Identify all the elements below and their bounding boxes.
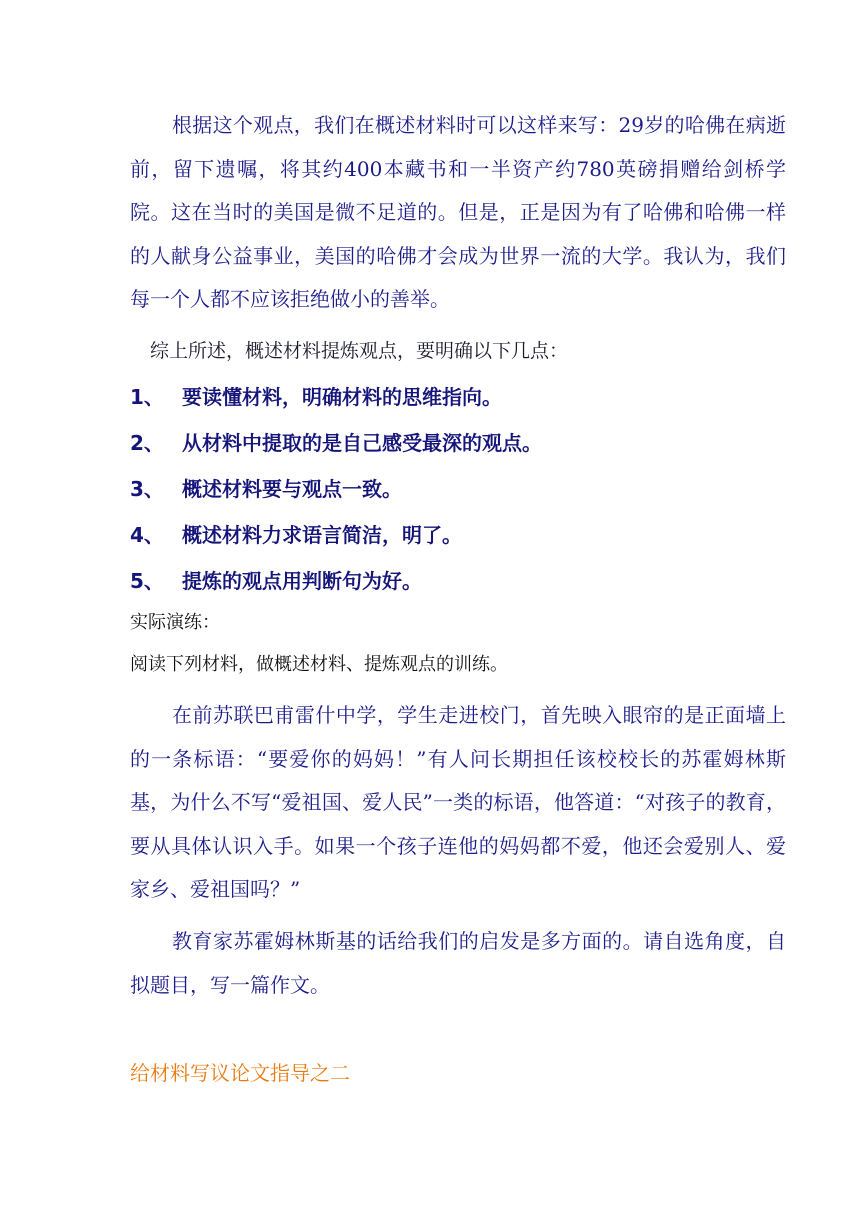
list-item — [130, 374, 542, 420]
task-paragraph: 教育家苏霍姆林斯基的话给我们的启发是多方面的。请自选角度，自拟题目，写一篇作文。 — [130, 929, 786, 997]
key-points-list — [130, 374, 542, 604]
list-number: 1、 — [130, 385, 164, 409]
list-item — [130, 420, 542, 466]
list-number: 2、 — [130, 431, 164, 455]
list-text: 提炼的观点用判断句为好。 — [182, 569, 422, 593]
practice-label: 实际演练： — [130, 612, 220, 633]
list-text: 要读懂材料，明确材料的思维指向。 — [182, 385, 502, 409]
list-number: 5、 — [130, 569, 164, 593]
list-item — [130, 512, 542, 558]
example-paragraph: 根据这个观点，我们在概述材料时可以这样来写：29岁的哈佛在病逝前，留下遗嘱，将其约400本藏书和一半资产约780英磅捐赠给剑桥学院。这在当时的美国是微不足道的。但是，正是因为有了哈佛和哈佛一样的人献身公益事业，美国的哈佛才会成为世界一流的大学。我认为，我们每一个人都不应该拒绝做小的善举。 — [130, 113, 786, 311]
list-text: 概述材料要与观点一致。 — [182, 477, 402, 501]
list-item — [130, 466, 542, 512]
list-number: 3、 — [130, 477, 164, 501]
practice-instruction: 阅读下列材料，做概述材料、提炼观点的训练。 — [130, 654, 508, 675]
list-text: 概述材料力求语言简洁，明了。 — [182, 523, 462, 547]
section-title: 给材料写议论文指导之二 — [130, 1061, 350, 1085]
summary-intro: 综上所述，概述材料提炼观点，要明确以下几点： — [150, 340, 569, 362]
list-text: 从材料中提取的是自己感受最深的观点。 — [182, 431, 542, 455]
material-paragraph: 在前苏联巴甫雷什中学，学生走进校门，首先映入眼帘的是正面墙上的一条标语：“要爱你的妈妈！”有人问长期担任该校校长的苏霍姆林斯基，为什么不写“爱祖国、爱人民”一类的标语，他答道：“对孩子的教育，要从具体认识入手。如果一个孩子连他的妈妈都不爱，他还会爱别人、爱家乡、爱祖国吗？” — [130, 703, 786, 901]
list-number: 4、 — [130, 523, 164, 547]
list-item — [130, 558, 542, 604]
